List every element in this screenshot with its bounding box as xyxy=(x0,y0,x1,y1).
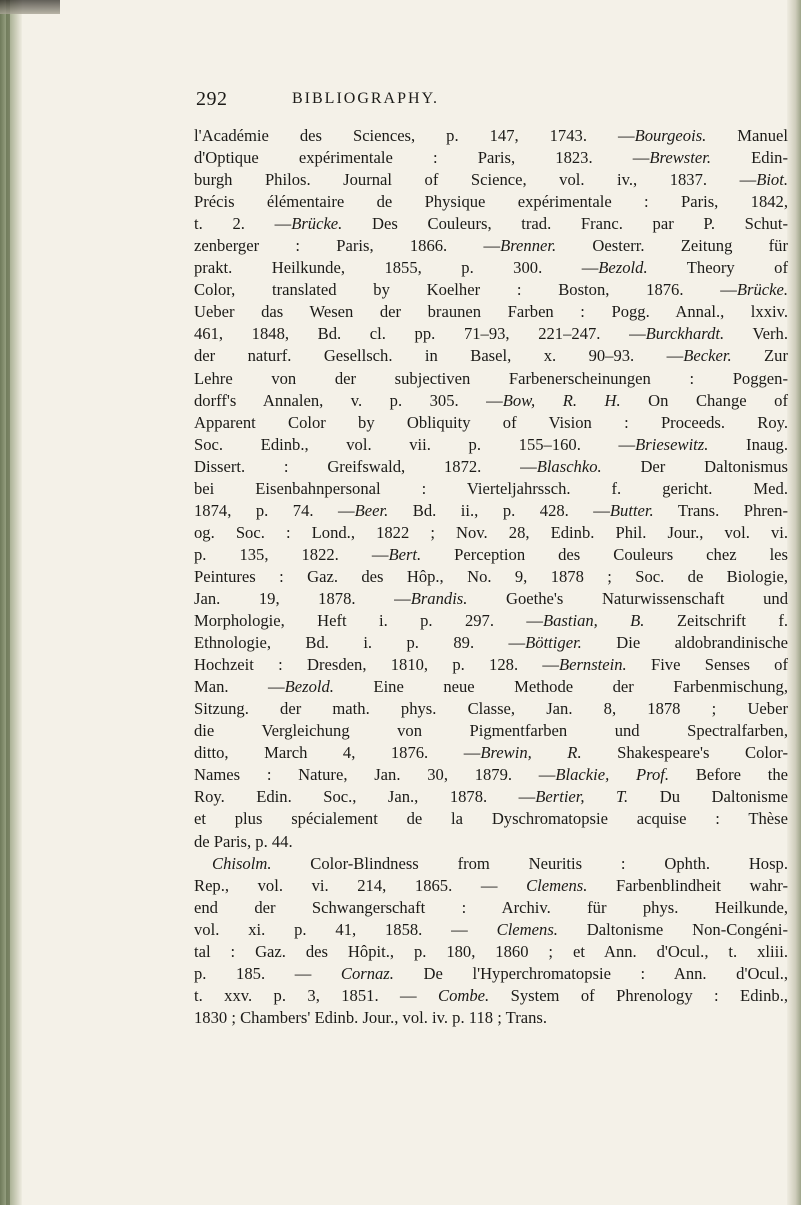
page-binding-edge xyxy=(0,0,22,1205)
text-line: Rep., vol. vi. 214, 1865. — Clemens. Farbenblindheit wahr- xyxy=(194,875,789,895)
text-line: Color, translated by Koelher : Boston, 1876. —Brücke. xyxy=(194,280,788,300)
text-line: tal : Gaz. des Hôpit., p. 180, 1860 ; et Ann. d'Ocul., t. xliii. xyxy=(194,941,788,961)
text-line: de Paris, p. 44. xyxy=(194,831,293,851)
binding-stripe xyxy=(6,0,10,1205)
text-line: Lehre von der subjectiven Farbenerscheinungen : Poggen- xyxy=(194,368,788,388)
page-number: 292 xyxy=(196,88,228,110)
text-line: die Vergleichung von Pigmentfarben und Spectralfarben, xyxy=(194,721,788,741)
text-line: Ueber das Wesen der braunen Farben : Pogg. Annal., lxxiv. xyxy=(194,302,788,322)
text-line: ditto, March 4, 1876. —Brewin, R. Shakespeare's Color- xyxy=(194,743,788,763)
text-line: Hochzeit : Dresden, 1810, p. 128. —Bernstein. Five Senses of xyxy=(194,655,788,675)
text-line: Roy. Edin. Soc., Jan., 1878. —Bertier, T. Du Daltonisme xyxy=(194,787,788,807)
text-line: Dissert. : Greifswald, 1872. —Blaschko. Der Daltonismus xyxy=(194,456,788,476)
text-line: dorff's Annalen, v. p. 305. —Bow, R. H. On Change of xyxy=(194,390,788,410)
text-line: bei Eisenbahnpersonal : Vierteljahrssch. f. gericht. Med. xyxy=(194,478,788,498)
text-line: burgh Philos. Journal of Science, vol. iv., 1837. —Biot. xyxy=(194,170,788,190)
text-line: Soc. Edinb., vol. vii. p. 155–160. —Briesewitz. Inaug. xyxy=(194,434,788,454)
text-line: end der Schwangerschaft : Archiv. für phys. Heilkunde, xyxy=(194,897,788,917)
text-line: 461, 1848, Bd. cl. pp. 71–93, 221–247. —Burckhardt. Verh. xyxy=(194,324,788,344)
text-line: Names : Nature, Jan. 30, 1879. —Blackie, Prof. Before the xyxy=(194,765,788,785)
text-line: l'Académie des Sciences, p. 147, 1743. —Bourgeois. Manuel xyxy=(194,126,788,145)
text-line: prakt. Heilkunde, 1855, p. 300. —Bezold. Theory of xyxy=(194,258,788,278)
text-line: d'Optique expérimentale : Paris, 1823. —Brewster. Edin- xyxy=(194,148,788,168)
running-head: BIBLIOGRAPHY. xyxy=(292,90,440,107)
text-line: t. xxv. p. 3, 1851. — Combe. System of Phrenology : Edinb., xyxy=(194,985,788,1005)
text-line: t. 2. —Brücke. Des Couleurs, trad. Franc. par P. Schut- xyxy=(194,214,788,234)
text-line: Ethnologie, Bd. i. p. 89. —Böttiger. Die aldobrandinische xyxy=(194,633,789,653)
text-line: zenberger : Paris, 1866. —Brenner. Oesterr. Zeitung für xyxy=(194,236,788,256)
bibliography-text xyxy=(194,125,788,1029)
text-line: 1830 ; Chambers' Edinb. Jour., vol. iv. p. 118 ; Trans. xyxy=(194,1007,548,1027)
text-line: Sitzung. der math. phys. Classe, Jan. 8, 1878 ; Ueber xyxy=(194,699,788,719)
text-line: 1874, p. 74. —Beer. Bd. ii., p. 428. —Butter. Trans. Phren- xyxy=(194,500,788,520)
text-line: vol. xi. p. 41, 1858. — Clemens. Daltonisme Non-Congéni- xyxy=(194,919,788,939)
text-line: p. 185. — Cornaz. De l'Hyperchromatopsie : Ann. d'Ocul., xyxy=(194,963,788,983)
text-line: Apparent Color by Obliquity of Vision : Proceeds. Roy. xyxy=(194,412,788,432)
text-line: Jan. 19, 1878. —Brandis. Goethe's Naturwissenschaft und xyxy=(194,588,788,608)
text-line: et plus spécialement de la Dyschromatopsie acquise : Thèse xyxy=(194,809,788,829)
text-line: der naturf. Gesellsch. in Basel, x. 90–93. —Becker. Zur xyxy=(194,346,788,366)
text-line: Morphologie, Heft i. p. 297. —Bastian, B. Zeitschrift f. xyxy=(194,611,788,631)
text-line: Man. —Bezold. Eine neue Methode der Farbenmischung, xyxy=(194,677,788,697)
text-line: p. 135, 1822. —Bert. Perception des Couleurs chez les xyxy=(194,544,788,564)
text-line: Précis élémentaire de Physique expérimentale : Paris, 1842, xyxy=(194,192,788,212)
text-line: Chisolm. Color-Blindness from Neuritis : Ophth. Hosp. xyxy=(212,853,788,873)
text-line: Peintures : Gaz. des Hôp., No. 9, 1878 ; Soc. de Biologie, xyxy=(194,566,788,586)
page-right-edge xyxy=(787,0,801,1205)
page-header xyxy=(196,88,616,112)
text-line: og. Soc. : Lond., 1822 ; Nov. 28, Edinb. Phil. Jour., vol. vi. xyxy=(194,522,788,542)
page-corner-shadow xyxy=(0,0,60,14)
